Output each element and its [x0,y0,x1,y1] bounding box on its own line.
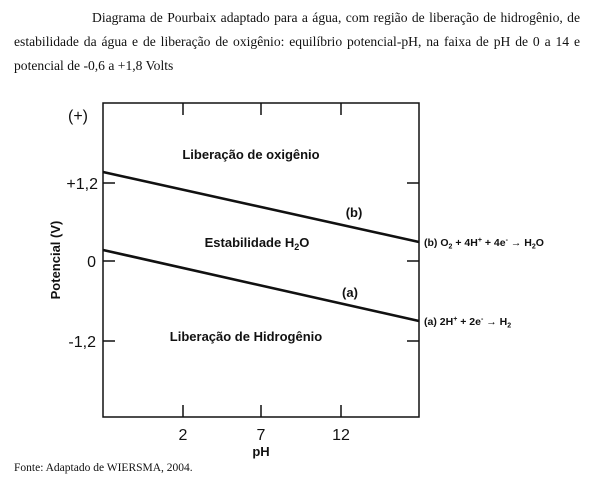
source-note: Fonte: Adaptado de WIERSMA, 2004. [14,462,193,474]
diagram-caption: Diagrama de Pourbaix adaptado para a água, com região de liberação de hidrogênio, de estabilidade da água e de liberação de oxigênio: equilíbrio potencial-pH, na faixa de pH de 0 a 14 e potencial de -0,6 a +1,8 Volts [14,10,580,73]
right-ticks [407,183,419,341]
region-water-label: Estabilidade $H_2O$ [204,235,310,252]
bottom-ticks [183,405,341,417]
y-tick-label: -1,2 [68,334,96,351]
x-axis-label: pH [252,444,270,459]
x-tick-label: 2 [178,427,188,444]
reaction-b-label: (b) $O_2 + 4H^+ + 4e^- \to H_2O$ [424,237,544,251]
y-axis-label: Potencial (V) [48,220,63,300]
line-b-marker: (b) [345,205,363,220]
top-ticks [183,103,341,115]
y-tick-label: 0 [87,254,96,271]
y-top-marker: (+) [68,108,88,125]
line-a-marker: (a) [342,285,358,300]
line-b-oxygen [103,172,419,242]
reaction-a-label: (a) $2H^+ + 2e^- \to H_2$ [424,316,512,330]
region-hydrogen-label: Liberação de Hidrogênio [169,329,323,344]
y-tick-label: +1,2 [66,176,98,193]
x-tick-label: 7 [256,427,266,444]
line-a-hydrogen [103,250,419,321]
region-oxygen-label: Liberação de oxigênio [182,147,320,162]
left-ticks [103,183,115,341]
x-tick-label: 12 [332,427,350,444]
